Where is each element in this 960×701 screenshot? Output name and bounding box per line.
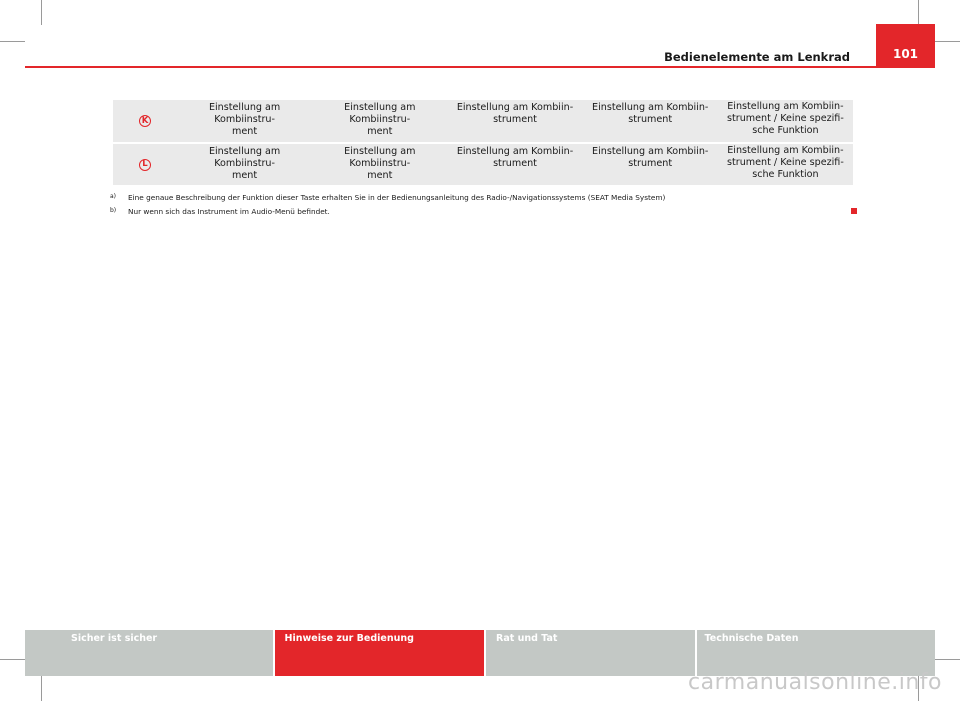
table-cell: Einstellung am Kombiin- strument (456, 102, 574, 125)
footnote-mark: a) (110, 193, 117, 200)
section-title: Bedienelemente am Lenkrad (664, 50, 850, 64)
crop-mark (41, 0, 42, 25)
crop-mark (935, 659, 960, 660)
footnote (110, 207, 870, 216)
footnote (110, 193, 870, 202)
section-end-marker (851, 208, 857, 214)
nav-tab-hinweise-zur-bedienung[interactable]: Hinweise zur Bedienung (275, 630, 485, 676)
watermark: carmanualsonline.info (688, 670, 942, 695)
table-cell: Einstellung am Kombiinstru- ment (208, 102, 281, 137)
footnote-text: Nur wenn sich das Instrument im Audio-Menü befindet. (128, 207, 330, 216)
page-number: 101 (892, 47, 919, 61)
footnote-mark: b) (110, 207, 117, 214)
key-cell (113, 144, 177, 185)
crop-mark (0, 659, 25, 660)
function-table (113, 100, 853, 187)
nav-tab-rat-und-tat[interactable]: Rat und Tat (486, 630, 695, 676)
crop-mark (0, 41, 25, 42)
table-cell: Einstellung am Kombiin- strument / Keine spezifi- sche Funktion (727, 101, 844, 136)
key-cell (113, 100, 177, 142)
table-cell: Einstellung am Kombiin- strument (456, 146, 574, 169)
table-cell: Einstellung am Kombiin- strument (592, 102, 709, 125)
table-cell: Einstellung am Kombiin- strument (592, 146, 709, 169)
header-rule (25, 66, 935, 68)
key-badge-l: L (139, 159, 151, 171)
footnotes (110, 193, 870, 221)
key-badge-k: K (139, 115, 151, 127)
crop-mark (918, 0, 919, 25)
table-cell: Einstellung am Kombiinstru- ment (344, 146, 416, 181)
table-cell: Einstellung am Kombiin- strument / Keine spezifi- sche Funktion (727, 145, 844, 180)
table-row (113, 144, 853, 185)
page-number-tab (876, 24, 935, 67)
table-cell: Einstellung am Kombiinstru- ment (344, 102, 416, 137)
table-cell: Einstellung am Kombiinstru- ment (208, 146, 281, 181)
nav-tab-sicher-ist-sicher[interactable]: Sicher ist sicher (25, 630, 273, 676)
crop-mark (41, 676, 42, 701)
table-row (113, 100, 853, 142)
crop-mark (935, 41, 960, 42)
footnote-text: Eine genaue Beschreibung der Funktion dieser Taste erhalten Sie in der Bedienungsanleitung des Radio-/Navigationssystems (SEAT Media System) (128, 193, 666, 202)
nav-tab-technische-daten[interactable]: Technische Daten (697, 630, 935, 676)
